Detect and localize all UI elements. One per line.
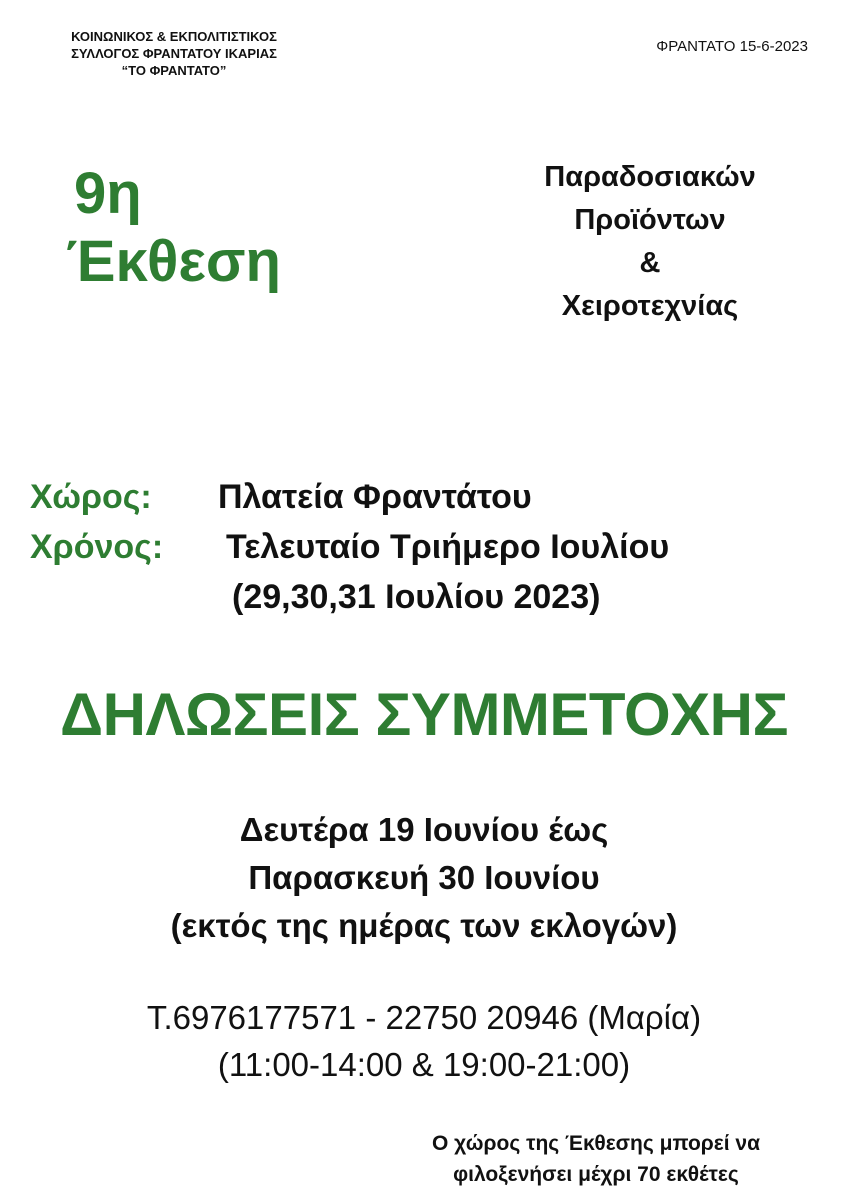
subject-line-3: & xyxy=(639,247,661,279)
dateline: ΦΡΑΝΤΑΤΟ 15-6-2023 xyxy=(656,38,808,55)
time-dates-row xyxy=(30,572,601,622)
time-label: Χρόνος: xyxy=(30,528,164,566)
organization-line-2: ΣΥΛΛΟΓΟΣ ΦΡΑΝΤΑΤΟΥ ΙΚΑΡΙΑΣ xyxy=(71,46,277,61)
time-row xyxy=(30,522,670,572)
capacity-note-line-1: Ο χώρος της Έκθεσης μπορεί να xyxy=(431,1132,761,1155)
edition-word: Έκθεση xyxy=(66,229,281,294)
edition-title xyxy=(66,160,281,296)
capacity-note xyxy=(366,1128,826,1190)
contact-info xyxy=(0,994,848,1088)
place-row xyxy=(30,472,532,522)
period-line-1: Δευτέρα 19 Ιουνίου έως xyxy=(239,811,609,848)
time-dates: (29,30,31 Ιουλίου 2023) xyxy=(232,578,601,616)
edition-ordinal: 9η xyxy=(74,161,142,226)
organization-header xyxy=(24,28,324,79)
contact-phones: Τ.6976177571 - 22750 20946 (Μαρία) xyxy=(146,999,702,1036)
subject-line-4: Χειροτεχνίας xyxy=(561,290,739,322)
place-label: Χώρος: xyxy=(30,478,152,516)
time-value: Τελευταίο Τριήμερο Ιουλίου xyxy=(226,528,670,566)
registration-headline: ΔΗΛΩΣΕΙΣ ΣΥΜΜΕΤΟΧΗΣ xyxy=(59,681,789,748)
subject-line-1: Παραδοσιακών xyxy=(544,161,756,193)
place-value: Πλατεία Φραντάτου xyxy=(218,478,532,516)
event-details xyxy=(30,472,670,622)
contact-hours: (11:00-14:00 & 19:00-21:00) xyxy=(217,1046,631,1083)
period-line-2: Παρασκευή 30 Ιουνίου xyxy=(248,859,600,896)
subject-line-2: Προϊόντων xyxy=(574,204,726,236)
registration-period xyxy=(0,806,848,950)
capacity-note-line-2: φιλοξενήσει μέχρι 70 εκθέτες xyxy=(453,1163,739,1186)
organization-line-3: “ΤΟ ΦΡΑΝΤΑΤΟ” xyxy=(121,63,227,78)
exhibition-subject xyxy=(490,156,810,328)
organization-line-1: ΚΟΙΝΩΝΙΚΟΣ & ΕΚΠΟΛΙΤΙΣΤΙΚΟΣ xyxy=(71,29,277,44)
period-line-3: (εκτός της ημέρας των εκλογών) xyxy=(170,907,678,944)
